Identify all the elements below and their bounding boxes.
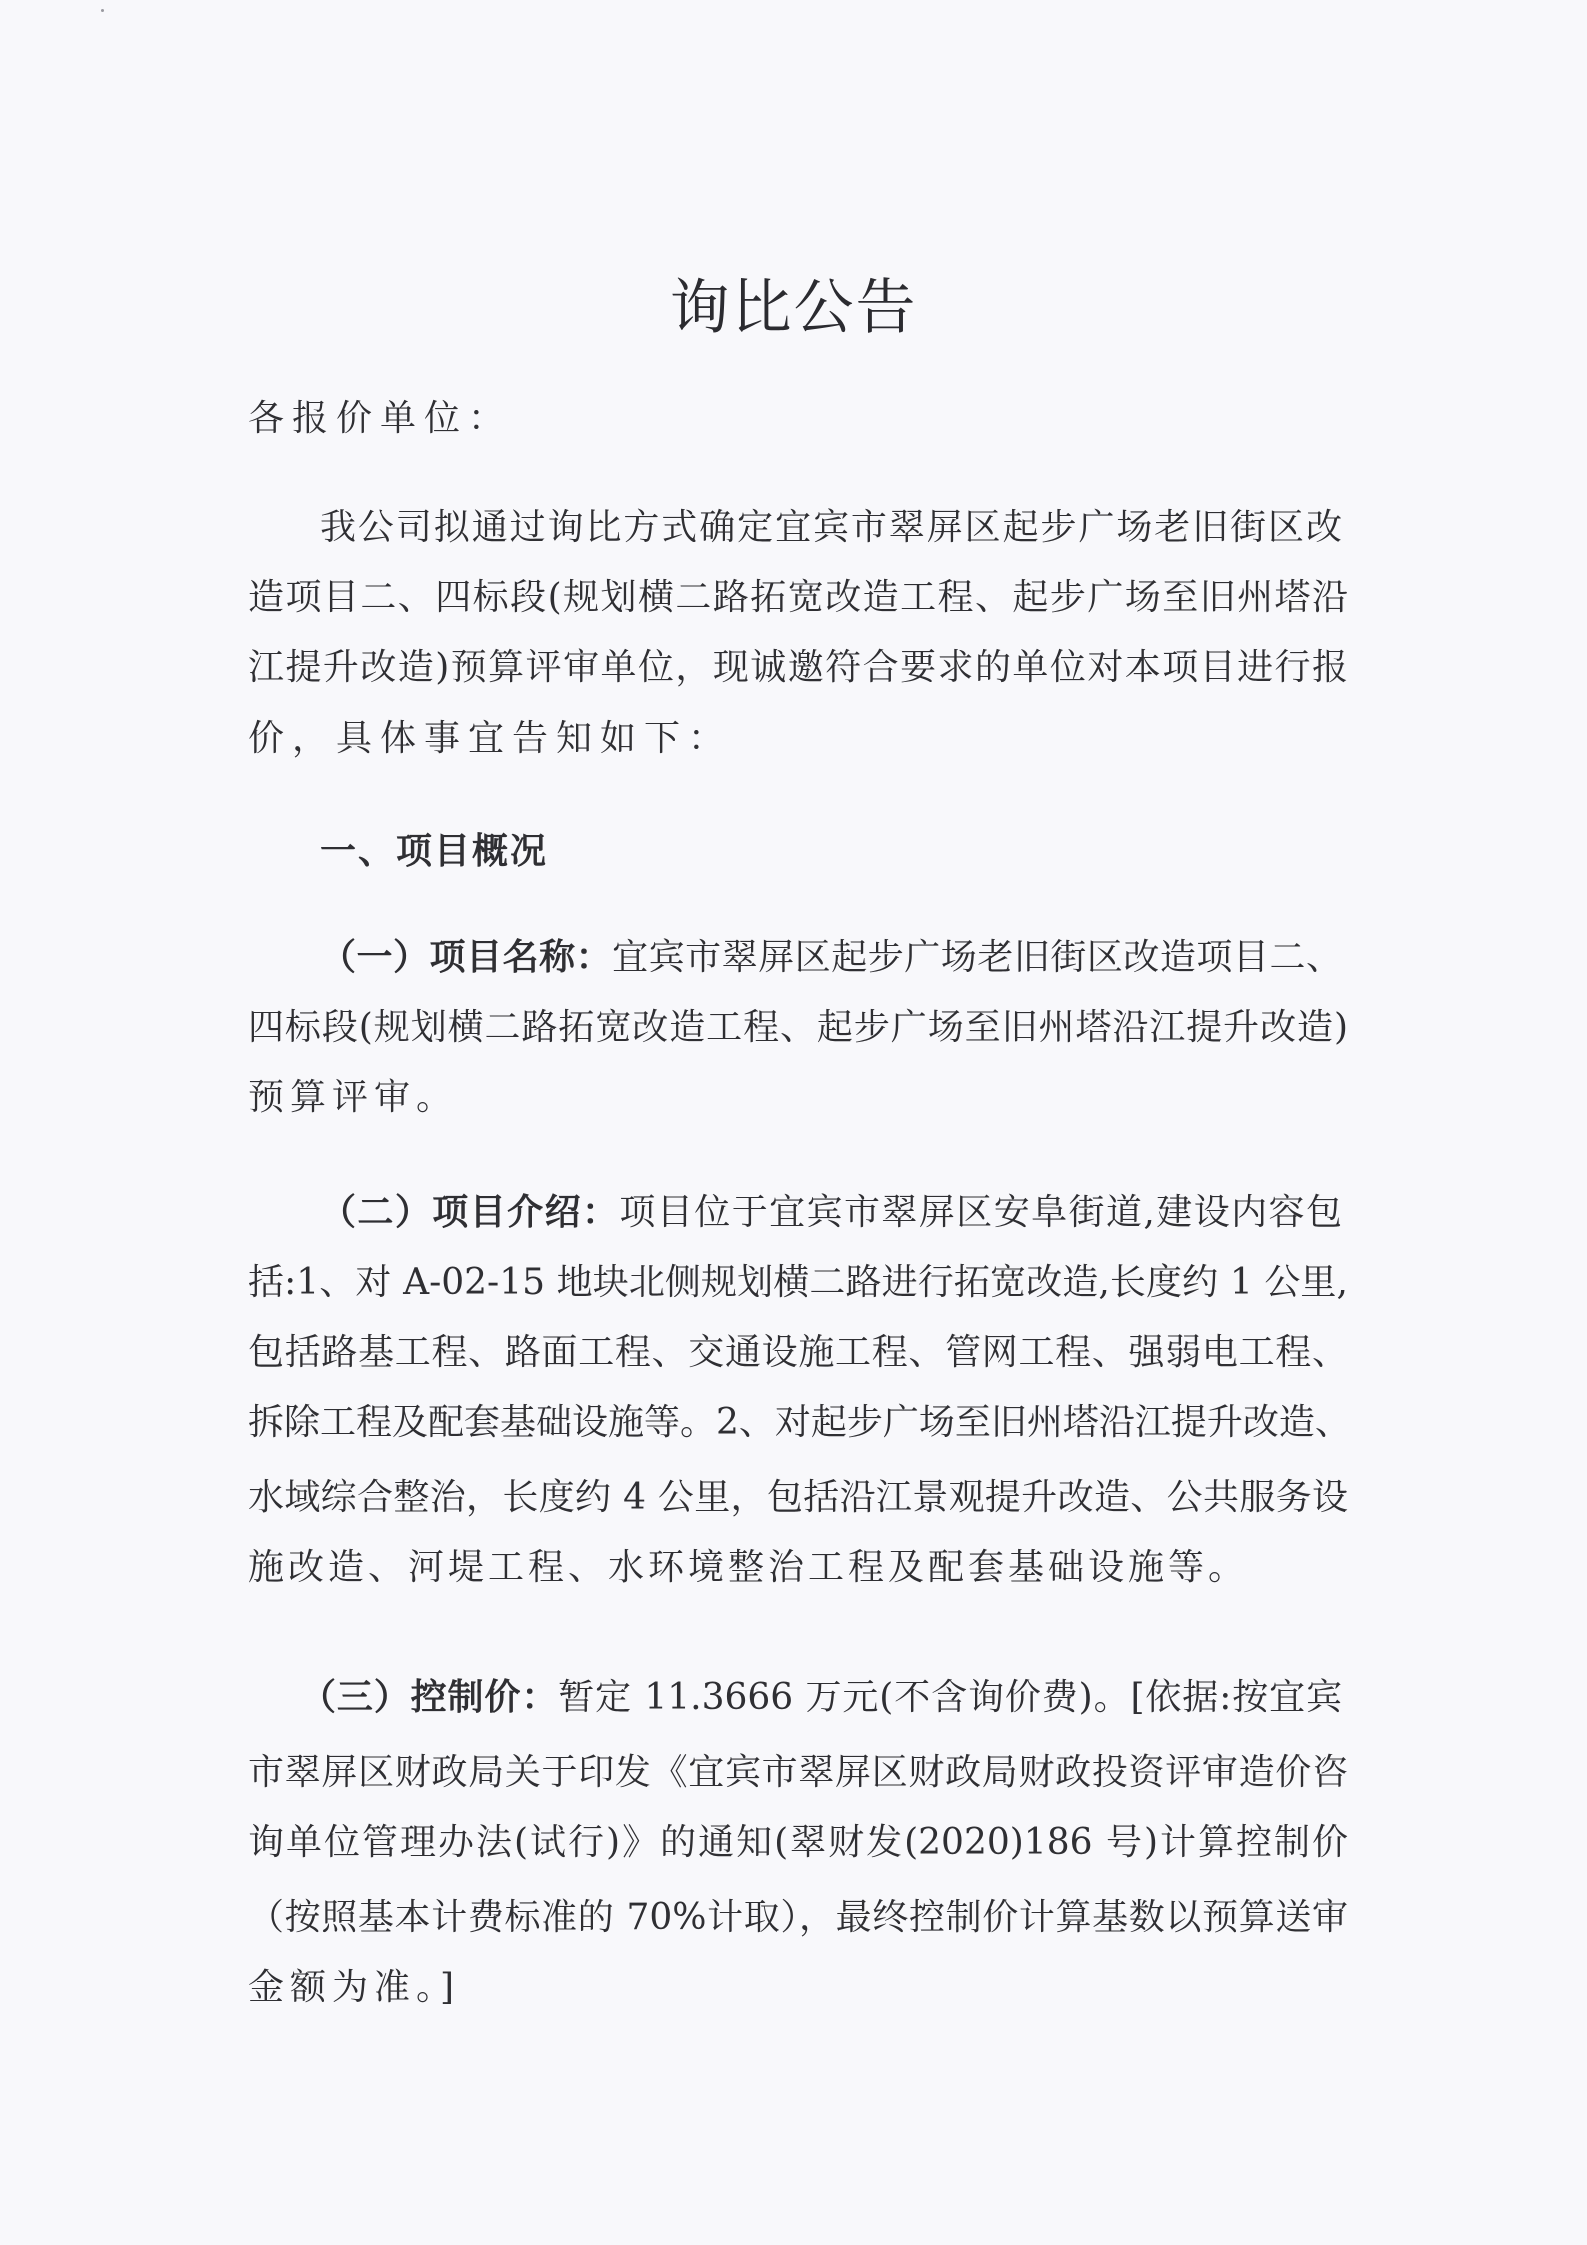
page-title: 询比公告 xyxy=(669,273,918,343)
intro-line: 价，具体事宜告知如下： xyxy=(248,718,733,759)
project-name-line: 预算评审。 xyxy=(248,1077,459,1118)
project-intro-label: （二）项目介绍： xyxy=(320,1192,620,1233)
project-intro-line: 括:1、对 A-02-15 地块北侧规划横二路进行拓宽改造,长度约 1 公里, xyxy=(248,1262,1348,1303)
project-name-line: 四标段(规划横二路拓宽改造工程、起步广场至旧州塔沿江提升改造) xyxy=(248,1007,1348,1048)
project-name-text: 宜宾市翠屏区起步广场老旧街区改造项目二、 xyxy=(612,937,1342,978)
project-intro-line: 包括路基工程、路面工程、交通设施工程、管网工程、强弱电工程、 xyxy=(248,1332,1348,1373)
control-price-line: 询单位管理办法(试行)》的通知(翠财发(2020)186 号)计算控制价 xyxy=(248,1822,1348,1863)
project-intro-line: 水域综合整治，长度约 4 公里，包括沿江景观提升改造、公共服务设 xyxy=(248,1477,1348,1518)
control-price-line xyxy=(300,1675,1342,1721)
section-heading: 一、项目概况 xyxy=(320,831,549,872)
control-price-label: （三）控制价： xyxy=(300,1677,559,1718)
project-intro-line: 拆除工程及配套基础设施等。2、对起步广场至旧州塔沿江提升改造、 xyxy=(248,1402,1351,1443)
scan-speck xyxy=(101,9,104,12)
project-name-line xyxy=(320,935,1342,981)
control-price-line: 金额为准。] xyxy=(248,1967,461,2008)
control-price-line: （按照基本计费标准的 70%计取），最终控制价计算基数以预算送审 xyxy=(248,1897,1348,1938)
project-intro-line xyxy=(320,1190,1342,1236)
project-intro-line: 施改造、河堤工程、水环境整治工程及配套基础设施等。 xyxy=(248,1547,1249,1588)
salutation: 各报价单位： xyxy=(248,398,513,439)
control-price-text: 暂定 11.3666 万元(不含询价费)。[依据:按宜宾 xyxy=(558,1677,1342,1718)
project-name-label: （一）项目名称： xyxy=(320,937,613,978)
intro-line: 我公司拟通过询比方式确定宜宾市翠屏区起步广场老旧街区改 xyxy=(320,507,1342,548)
control-price-line: 市翠屏区财政局关于印发《宜宾市翠屏区财政局财政投资评审造价咨 xyxy=(248,1752,1348,1793)
intro-line: 造项目二、四标段(规划横二路拓宽改造工程、起步广场至旧州塔沿 xyxy=(248,577,1348,618)
project-intro-text: 项目位于宜宾市翠屏区安阜街道,建设内容包 xyxy=(619,1192,1342,1233)
intro-line: 江提升改造)预算评审单位，现诚邀符合要求的单位对本项目进行报 xyxy=(248,647,1348,688)
